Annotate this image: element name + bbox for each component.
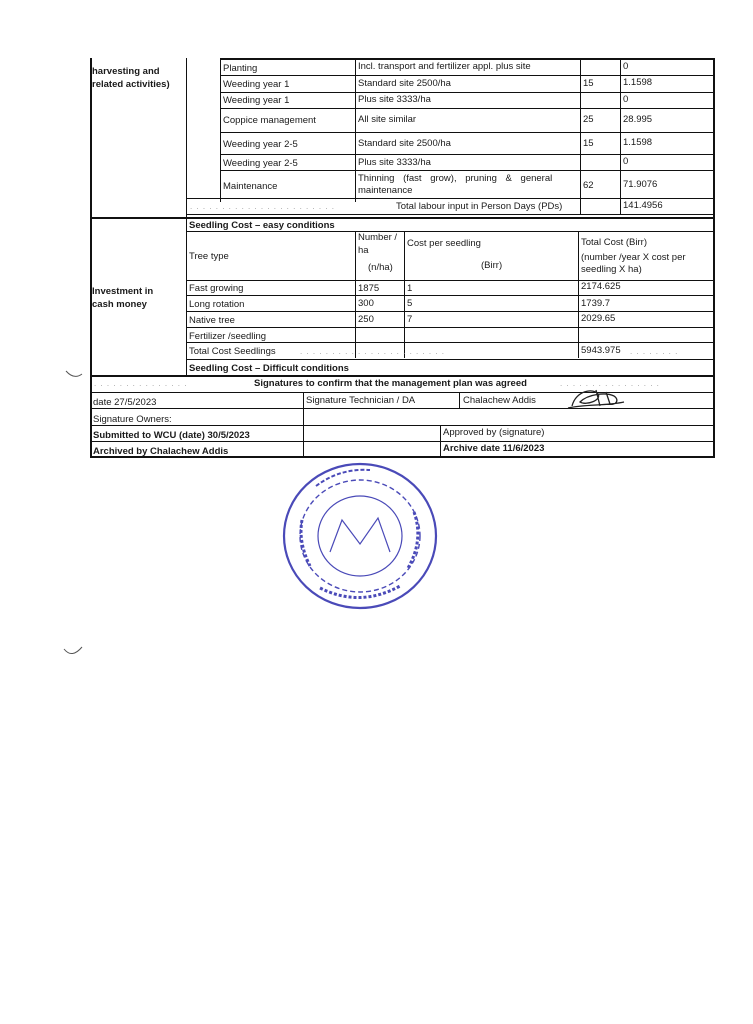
value-cell: 71.9076 (623, 179, 658, 190)
signatures-header: Signatures to confirm that the management plan was agreed (254, 378, 527, 389)
labour-side-label: harvesting and (92, 66, 160, 77)
total-cell: 2174.625 (581, 281, 621, 292)
qty-cell: 62 (583, 180, 594, 191)
description-cell: All site similar (358, 114, 417, 125)
total-cell: 2029.65 (581, 313, 616, 324)
investment-side-label: cash money (92, 299, 147, 310)
activity-cell: Coppice management (223, 115, 316, 126)
col-total: seedling X ha) (581, 264, 642, 275)
handwritten-signature (566, 384, 626, 412)
labour-side-label: related activities) (92, 79, 170, 90)
description-cell: Incl. transport and fertilizer appl. plus site (358, 61, 531, 72)
date-cell: date 27/5/2023 (93, 397, 157, 408)
description-cell: maintenance (358, 185, 413, 196)
faded-fill: . . . . . . . . . . . . . . . (94, 379, 188, 388)
col-total: Total Cost (Birr) (581, 237, 647, 248)
col-total: (number /year X cost per (581, 252, 686, 263)
cost-cell: 5 (407, 298, 413, 309)
activity-cell: Weeding year 2-5 (223, 139, 298, 150)
cost-cell: 7 (407, 314, 413, 325)
value-cell: 0 (623, 61, 629, 72)
activity-cell: Planting (223, 63, 258, 74)
archive-date: Archive date 11/6/2023 (443, 443, 545, 454)
official-stamp (280, 460, 440, 612)
scan-mark (62, 645, 84, 661)
activity-cell: Weeding year 1 (223, 95, 290, 106)
faded-fill: . . . . . . . . (630, 347, 679, 356)
col-number: (n/ha) (368, 262, 393, 273)
description-cell: Standard site 2500/ha (358, 138, 451, 149)
col-number: ha (358, 245, 369, 256)
labour-total-value: 141.4956 (623, 200, 663, 211)
qty-cell: 15 (583, 138, 594, 149)
technician-signature-label: Signature Technician / DA (306, 395, 416, 406)
activity-cell: Weeding year 2-5 (223, 158, 298, 169)
tree-type-cell: Long rotation (189, 299, 245, 310)
investment-side-label: Investment in (92, 286, 154, 297)
col-cost: Cost per seedling (407, 238, 481, 249)
owners-signature-label: Signature Owners: (93, 414, 172, 425)
qty-cell: 15 (583, 78, 594, 89)
total-seedlings-label: Total Cost Seedlings (189, 346, 276, 357)
value-cell: 28.995 (623, 114, 653, 125)
tree-type-cell: Native tree (189, 315, 235, 326)
value-cell: 1.1598 (623, 77, 653, 88)
faded-fill: . . . . . . . . . . . . . . . . . . . . . . . (300, 347, 446, 356)
difficult-conditions-header: Seedling Cost – Difficult conditions (189, 363, 349, 374)
submitted-date: Submitted to WCU (date) 30/5/2023 (93, 430, 250, 441)
description-cell: Plus site 3333/ha (358, 94, 431, 105)
value-cell: 1.1598 (623, 137, 653, 148)
number-cell: 1875 (358, 283, 380, 294)
easy-conditions-header: Seedling Cost – easy conditions (189, 220, 335, 231)
cost-cell: 1 (407, 283, 413, 294)
total-cell: 1739.7 (581, 298, 611, 309)
activity-cell: Weeding year 1 (223, 79, 290, 90)
tree-type-cell: Fertilizer /seedling (189, 331, 267, 342)
number-cell: 300 (358, 298, 374, 309)
archived-by: Archived by Chalachew Addis (93, 446, 229, 457)
qty-cell: 25 (583, 114, 594, 125)
number-cell: 250 (358, 314, 374, 325)
col-tree-type: Tree type (189, 251, 229, 262)
description-cell: Thinning (fast grow), pruning & general (358, 173, 553, 184)
tree-type-cell: Fast growing (189, 283, 244, 294)
technician-name: Chalachew Addis (463, 395, 536, 406)
description-cell: Plus site 3333/ha (358, 157, 431, 168)
labour-total-label: Total labour input in Person Days (PDs) (396, 201, 563, 212)
value-cell: 0 (623, 156, 629, 167)
faded-fill: . . . . . . . . . . . . . . . . (560, 379, 660, 388)
scan-mark (64, 368, 84, 380)
description-cell: Standard site 2500/ha (358, 78, 451, 89)
faded-fill: . . . . . . . . . . . . . . . . . . . . . . . (190, 202, 336, 211)
approved-label: Approved by (signature) (443, 427, 545, 438)
total-seedlings-value: 5943.975 (581, 345, 621, 356)
value-cell: 0 (623, 94, 629, 105)
col-cost: (Birr) (481, 260, 503, 271)
activity-cell: Maintenance (223, 181, 278, 192)
col-number: Number / (358, 232, 398, 243)
